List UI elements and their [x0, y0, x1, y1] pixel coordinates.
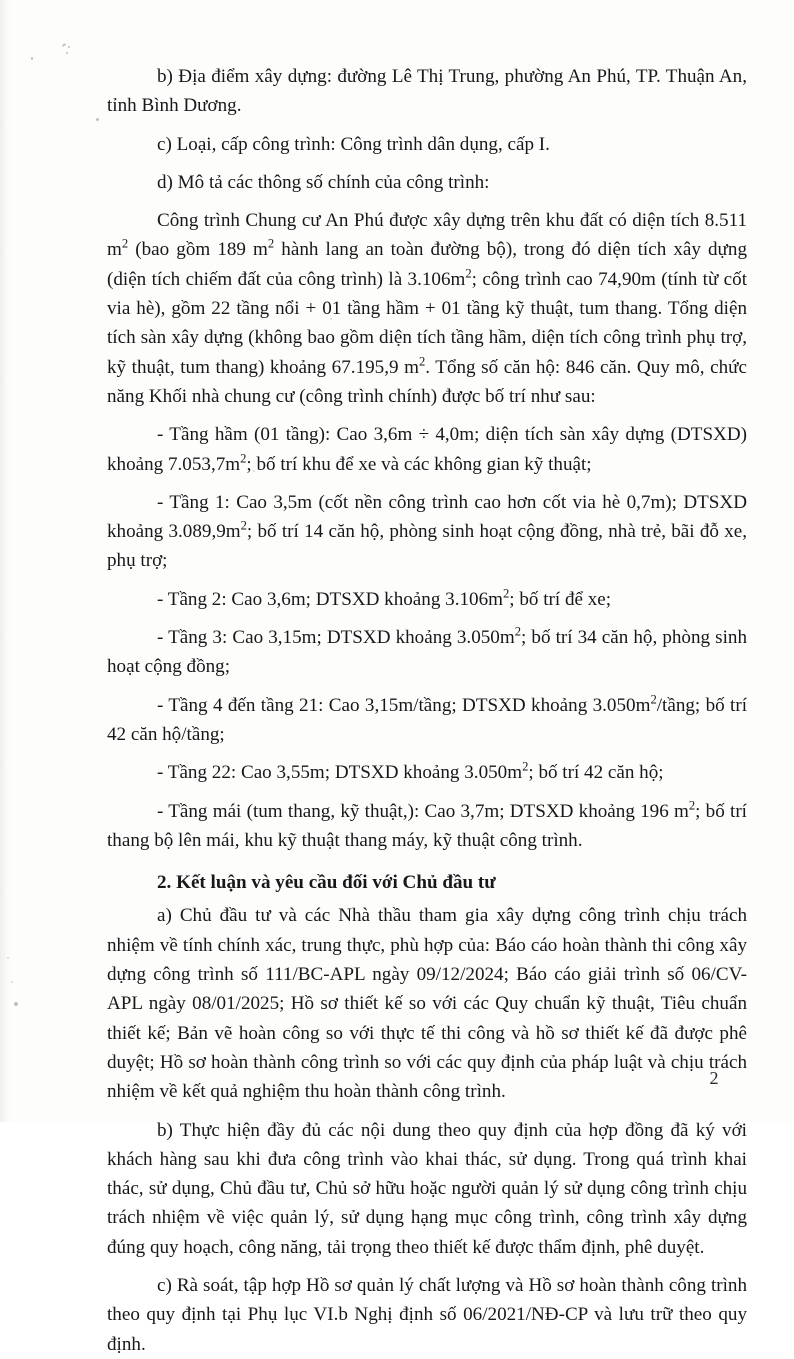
scan-speck [31, 57, 33, 60]
document-body [107, 62, 747, 1359]
paragraph-tang-2: - Tầng 2: Cao 3,6m; DTSXD khoảng $3.106m^2$; bố trí để xe; [157, 586, 612, 610]
scan-speck [66, 52, 68, 54]
page-number-value: 2 [709, 1068, 719, 1088]
paragraph-dia-diem-xay-dung: b) Địa điểm xây dựng: đường Lê Thị Trung, phường An Phú, TP. Thuận An, tỉnh Bình Dương. [107, 66, 747, 117]
paragraph-ket-luan-a: a) Chủ đầu tư và các Nhà thầu tham gia xây dựng công trình chịu trách nhiệm về tính chính xác, trung thực, phù hợp của: Báo cáo hoàn thành thi công xây dựng công trình số 111/BC-APL ngày 09/12/2024; Báo cáo giải trình số 06/CV-APL ngày 08/01/2025; Hồ sơ thiết kế so với các Quy chuẩn kỹ thuật, Tiêu chuẩn thiết kế; Bản vẽ hoàn công so với thực tế thi công và hồ sơ thiết kế đã được phê duyệt; Hồ sơ hoàn thành công trình so với các quy định của pháp luật và chịu trách nhiệm về kết quả nghiệm thu hoàn thành công trình. [107, 905, 747, 1103]
scan-speck [7, 957, 9, 959]
scan-speck [11, 981, 13, 983]
paragraph-cong-trinh-chung-cu-an-phu: Công trình Chung cư An Phú được xây dựng trên khu đất có diện tích 8.511 $m^2$ (bao gồm 189 $m^2$ hành lang an toàn đường bộ), trong đó diện tích xây dựng (diện tích chiếm đất của công trình) là $3.106m^2$; công trình cao 74,90m (tính từ cốt via hè), gồm 22 tầng nổi + 01 tầng hầm + 01 tầng kỹ thuật, tum thang. Tổng diện tích sàn xây dựng (không bao gồm diện tích tầng hầm, diện tích công trình phụ trợ, kỹ thuật, tum thang) khoảng 67.195,9 $m^2$. Tổng số căn hộ: 846 căn. Quy mô, chức năng Khối nhà chung cư (công trình chính) được bố trí như sau: [107, 210, 748, 407]
scan-speck [62, 43, 66, 47]
paragraph-ket-luan-c: c) Rà soát, tập hợp Hồ sơ quản lý chất lượng và Hồ sơ hoàn thành công trình theo quy định tại Phụ lục VI.b Nghị định số 06/2021/NĐ-CP và lưu trữ theo quy định. [107, 1274, 747, 1355]
paragraph-tang-1: - Tầng 1: Cao 3,5m (cốt nền công trình cao hơn cốt via hè 0,7m); DTSXD khoảng $3.089,9m^2$; bố trí 14 căn hộ, phòng sinh hoạt cộng đồng, nhà trẻ, bãi đỗ xe, phụ trợ; [107, 491, 747, 572]
paragraph-ket-luan-b: b) Thực hiện đầy đủ các nội dung theo quy định của hợp đồng đã ký với khách hàng sau khi đưa công trình vào khai thác, sử dụng. Trong quá trình khai thác, sử dụng, Chủ đầu tư, Chủ sở hữu hoặc người quản lý sử dụng công trình chịu trách nhiệm về việc quản lý, sử dụng hạng mục công trình, công trình xây dựng đúng quy hoạch, công năng, tải trọng theo thiết kế được thẩm định, phê duyệt. [107, 1119, 747, 1258]
paragraph-tang-mai: - Tầng mái (tum thang, kỹ thuật,): Cao 3,7m; DTSXD khoảng 196 $m^2$; bố trí thang bộ lên mái, khu kỹ thuật thang máy, kỹ thuật công trình. [107, 798, 747, 851]
paragraph-loai-cap-cong-trinh: c) Loại, cấp công trình: Công trình dân dụng, cấp I. [157, 133, 550, 155]
paragraph-tang-4-den-21: - Tầng 4 đến tầng 21: Cao 3,15m/tầng; DTSXD khoảng $3.050m^2$/tầng; bố trí 42 căn hộ/tầng; [107, 692, 748, 745]
page-number-footer [0, 1068, 794, 1089]
scan-edge-artifact [0, 0, 12, 1122]
scan-speck [14, 1002, 18, 1006]
scan-speck [68, 46, 70, 48]
scan-speck [96, 118, 99, 121]
paragraph-tang-3: - Tầng 3: Cao 3,15m; DTSXD khoảng $3.050m^2$; bố trí 34 căn hộ, phòng sinh hoạt cộng đồng; [107, 624, 747, 678]
paragraph-mo-ta-thong-so: d) Mô tả các thông số chính của công trình: [157, 171, 490, 193]
paragraph-tang-ham: - Tầng hầm (01 tầng): Cao 3,6m ÷ 4,0m; diện tích sàn xây dựng (DTSXD) khoảng $7.053,7m^2$; bố trí khu để xe và các không gian kỹ thuật; [107, 424, 747, 475]
section-heading-ket-luan: 2. Kết luận và yêu cầu đối với Chủ đầu tư [157, 872, 496, 894]
paragraph-tang-22: - Tầng 22: Cao 3,55m; DTSXD khoảng $3.050m^2$; bố trí 42 căn hộ; [157, 759, 664, 784]
